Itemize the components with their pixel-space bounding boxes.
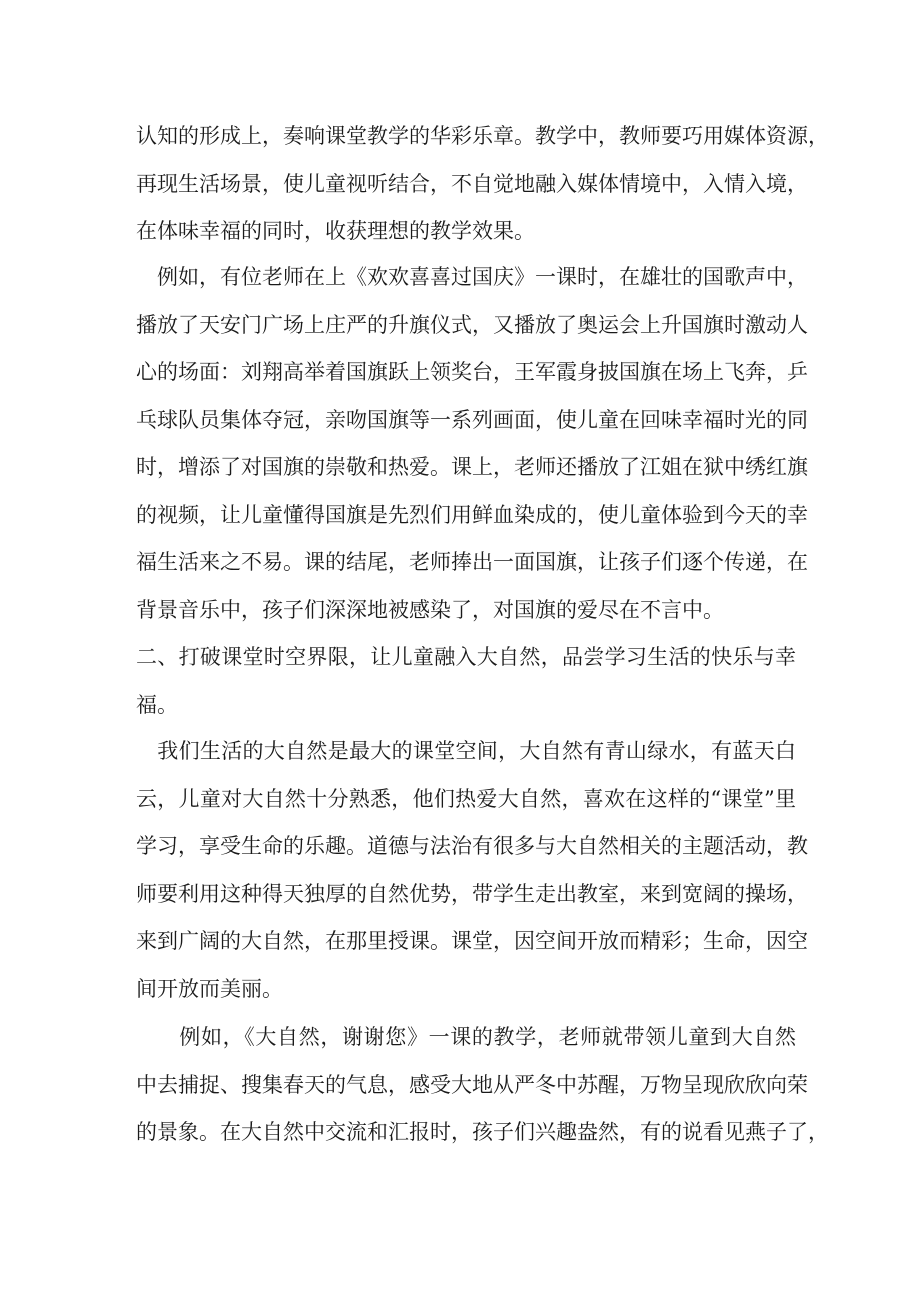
text-line: 师要利用这种得天独厚的自然优势，带学生走出教室，来到宽阔的操场，	[136, 881, 808, 906]
text-line: 我们生活的大自然是最大的课堂空间，大自然有青山绿水，有蓝天白	[136, 739, 796, 763]
section-heading-two	[136, 634, 796, 729]
text-line: 的景象。在大自然中交流和汇报时，孩子们兴趣盎然，有的说看见燕子了，	[136, 1120, 829, 1144]
text-line: 认知的形成上，奏响课堂教学的华彩乐章。教学中，教师要巧用媒体资源，	[136, 124, 829, 148]
text-line: 二、打破课堂时空界限，让儿童融入大自然，品尝学习生活的快乐与幸	[136, 645, 796, 669]
text-line: 乓球队员集体夺冠，亲吻国旗等一系列画面，使儿童在回味幸福时光的同	[136, 407, 808, 432]
paragraph-example-thank-nature	[136, 1014, 829, 1157]
text-line: 时，增添了对国旗的崇敬和热爱。课上，老师还播放了江姐在狱中绣红旗	[136, 455, 808, 479]
text-line: 播放了天安门广场上庄严的升旗仪式，又播放了奥运会上升国旗时激动人	[136, 312, 808, 337]
text-line: 云，儿童对大自然十分熟悉，他们热爱大自然，喜欢在这样的“课堂”里	[136, 786, 796, 811]
paragraph-example-national-day	[136, 254, 808, 634]
text-line: 学习，享受生命的乐趣。道德与法治有很多与大自然相关的主题活动，教	[136, 834, 808, 858]
text-line: 间开放而美丽。	[136, 976, 283, 1001]
text-line: 例如，《大自然，谢谢您》一课的教学，老师就带领儿童到大自然	[136, 1025, 796, 1049]
text-line: 在体味幸福的同时，收获理想的教学效果。	[136, 219, 535, 243]
text-line: 福生活来之不易。课的结尾，老师捧出一面国旗，让孩子们逐个传递，在	[136, 550, 808, 574]
text-line: 背景音乐中，孩子们深深地被感染了，对国旗的爱尽在不言中。	[136, 597, 724, 622]
text-line: 福。	[136, 692, 178, 717]
paragraph-nature-classroom	[136, 728, 808, 1013]
text-line: 心的场面：刘翔高举着国旗跃上领奖台，王军霞身披国旗在场上飞奔，乒	[136, 360, 808, 384]
text-line: 例如，有位老师在上《欢欢喜喜过国庆》一课时，在雄壮的国歌声中，	[136, 265, 808, 289]
paragraph-continuation	[136, 113, 829, 256]
text-line: 来到广阔的大自然，在那里授课。课堂，因空间开放而精彩；生命，因空	[136, 929, 808, 953]
text-line: 再现生活场景，使儿童视听结合，不自觉地融入媒体情境中，入情入境，	[136, 171, 808, 196]
text-line: 的视频，让儿童懂得国旗是先烈们用鲜血染成的，使儿童体验到今天的幸	[136, 502, 808, 527]
text-line: 中去捕捉、搜集春天的气息，感受大地从严冬中苏醒，万物呈现欣欣向荣	[136, 1072, 808, 1097]
